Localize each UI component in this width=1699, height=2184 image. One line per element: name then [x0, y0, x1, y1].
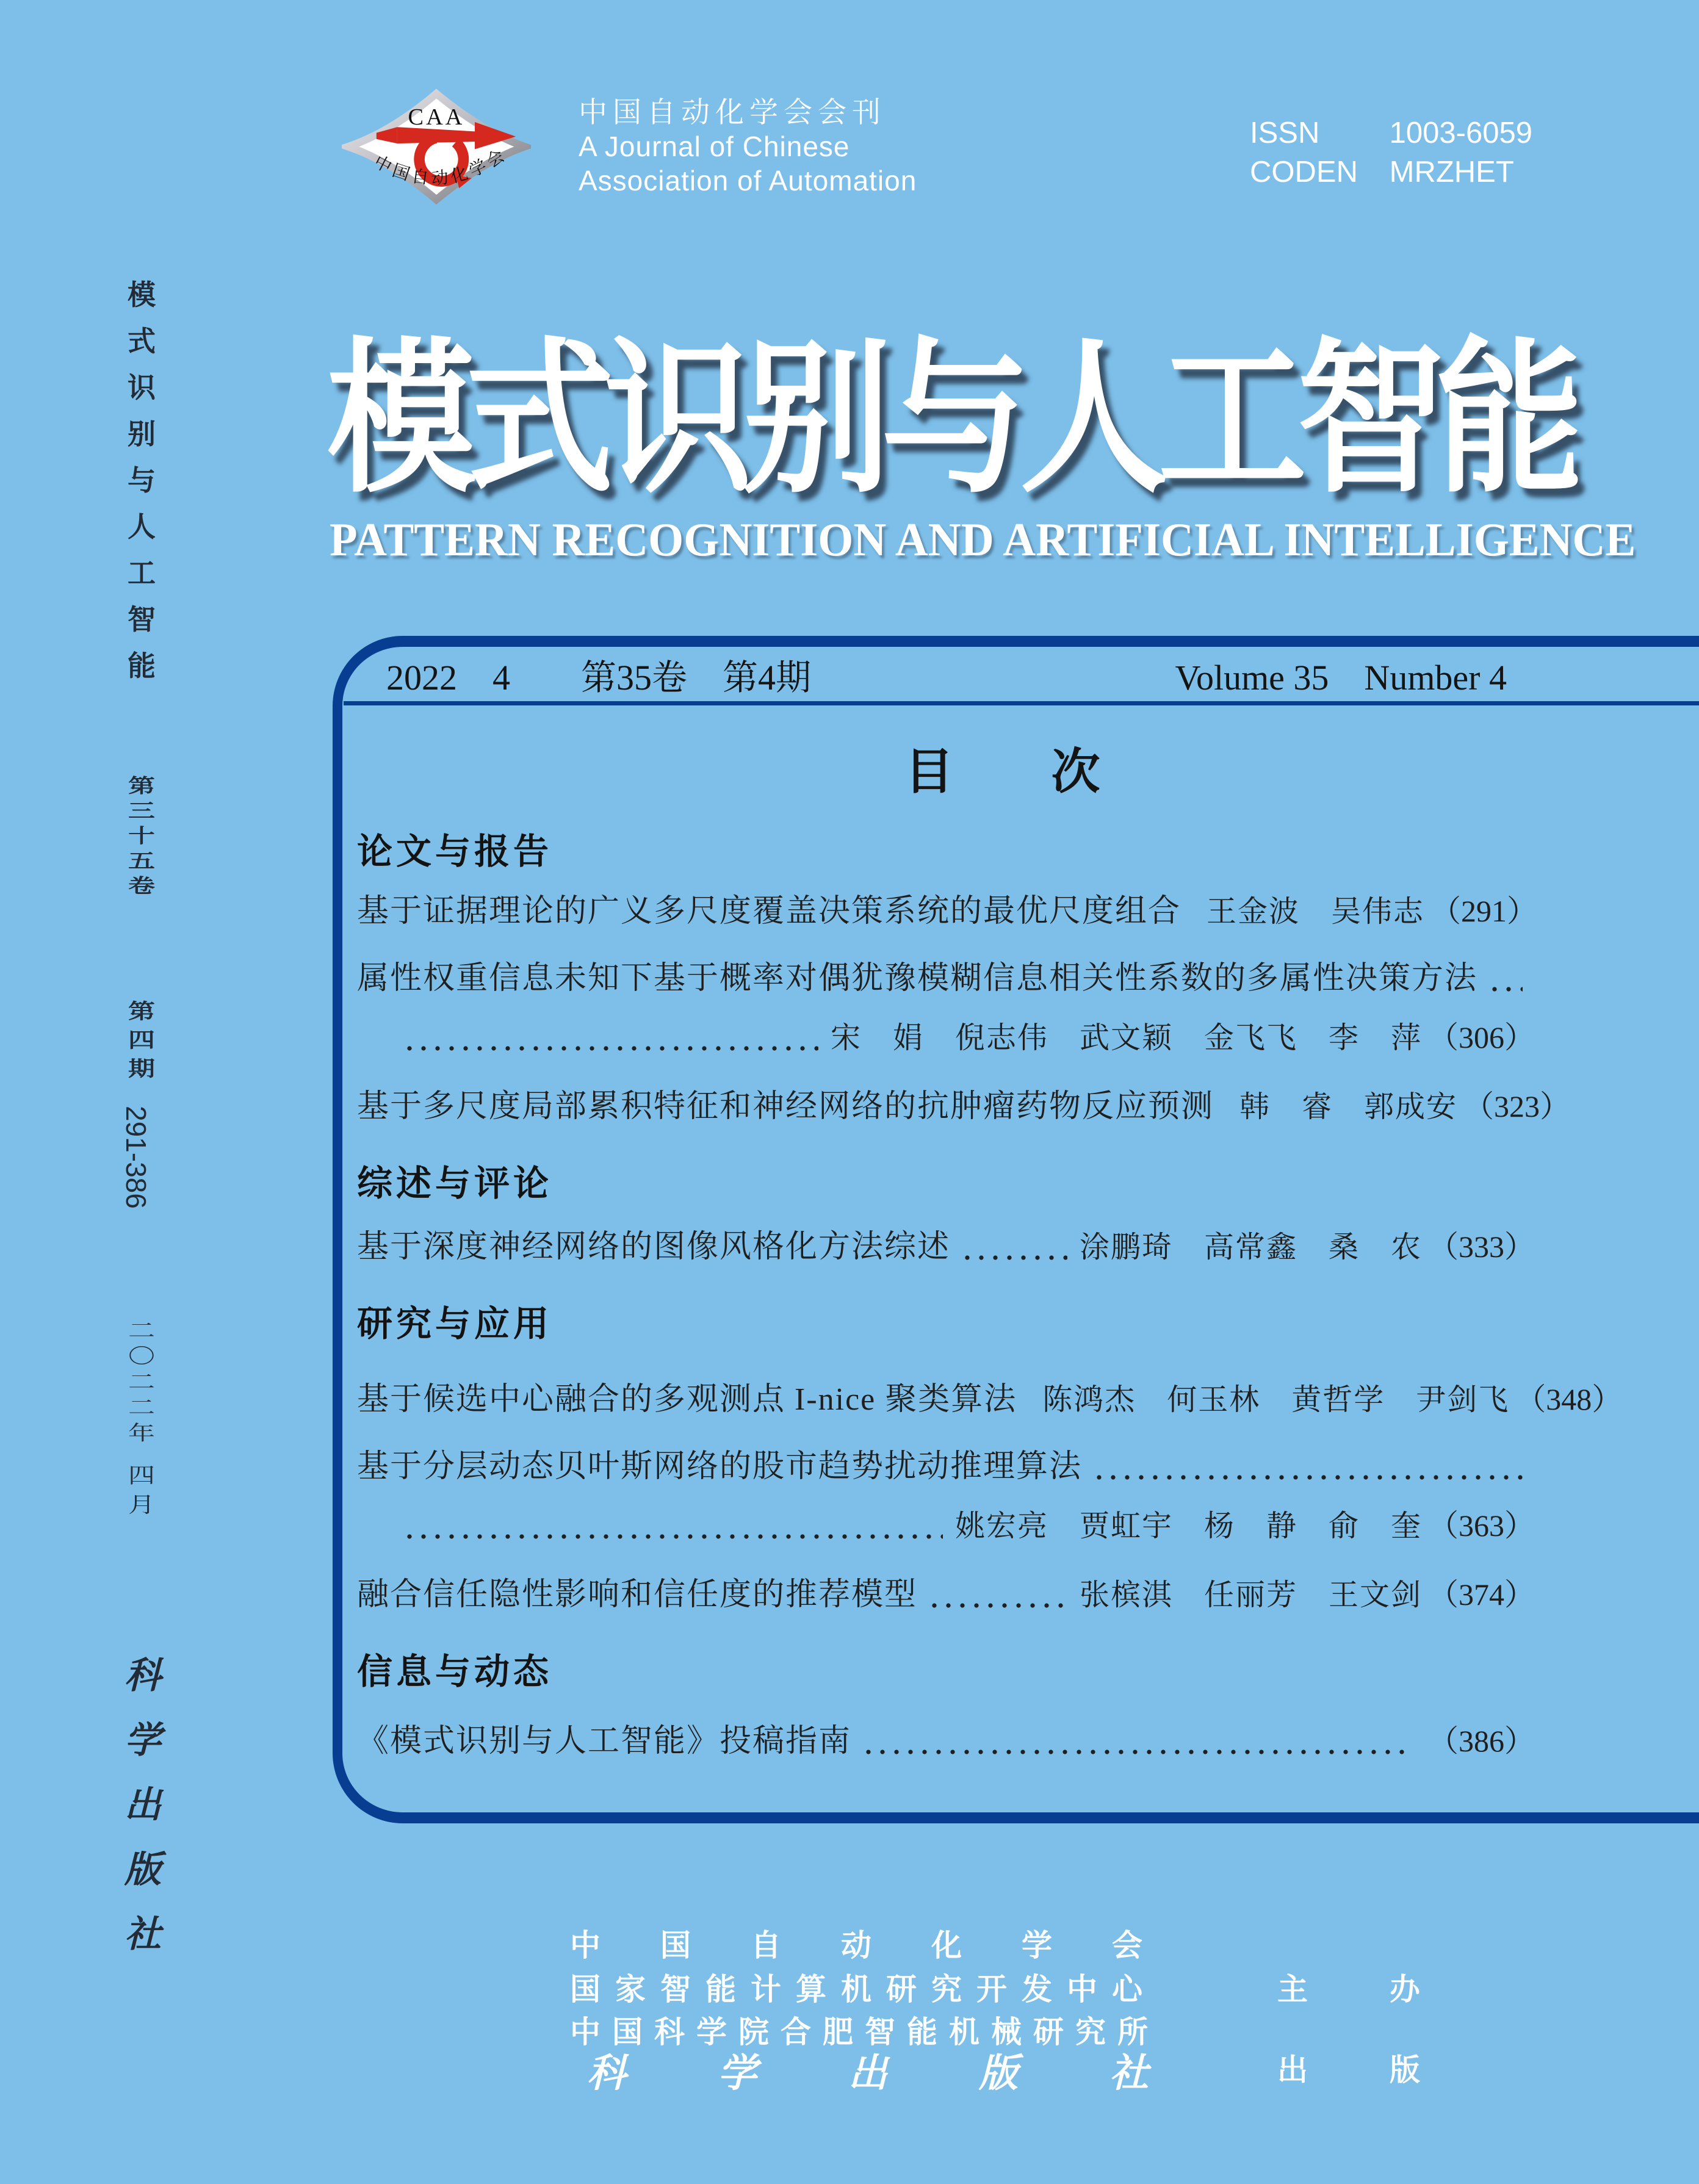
spine-press-calligraphy-char: 科: [124, 1654, 161, 1697]
entry-title: 融合信任隐性影响和信任度的推荐模型: [357, 1577, 918, 1612]
entry-page: （348）: [1515, 1382, 1623, 1416]
issn-block: [1250, 114, 1532, 192]
toc-entry: [357, 1568, 1535, 1614]
logo-arc-text: 中国自动化学会: [371, 143, 511, 189]
issn-label: ISSN: [1250, 117, 1320, 150]
entry-authors: 王金波 吴伟志: [1207, 894, 1425, 929]
entry-title: 基于分层动态贝叶斯网络的股市趋势扰动推理算法: [357, 1449, 1083, 1484]
issue-bar-left: 2022 4 第35卷 第4期: [386, 657, 812, 697]
entry-title: 基于深度神经网络的图像风格化方法综述: [357, 1230, 951, 1264]
toc-section-header: 研究与应用: [357, 1304, 553, 1344]
entry-page: （363）: [1428, 1508, 1535, 1543]
entry-page: （323）: [1463, 1089, 1571, 1123]
entry-page: （306）: [1428, 1020, 1535, 1054]
journal-title-en: PATTERN RECOGNITION AND ARTIFICIAL INTELLIGENCE: [330, 513, 1636, 566]
sponsor-label: 主 办: [1277, 1972, 1446, 2006]
toc-entry: [357, 1373, 1623, 1419]
spine-year-char: 二: [128, 1319, 155, 1342]
entry-authors: 韩 睿 郭成安: [1239, 1089, 1458, 1124]
entry-authors: 张槟淇 任丽芳 王文剑: [1079, 1577, 1422, 1612]
issn-value: 1003-6059: [1389, 117, 1532, 150]
spine-press-calligraphy-char: 版: [124, 1848, 161, 1891]
spine-volume-char: 三: [128, 800, 155, 822]
dot-leader: [406, 1532, 943, 1541]
dot-leader: [931, 1601, 1067, 1610]
entry-page: （291）: [1430, 894, 1538, 928]
entry-title: 基于证据理论的广义多尺度覆盖决策系统的最优尺度组合: [357, 894, 1181, 929]
spine-volume-char: 第: [128, 775, 155, 797]
spine-press-calligraphy-char: 学: [124, 1719, 161, 1762]
spine-title-char: 模: [128, 279, 156, 311]
dot-leader: [406, 1043, 818, 1053]
coden-line: [1250, 153, 1532, 192]
logo-acronym-text: CAA: [408, 104, 465, 131]
spine-title-char: 能: [128, 650, 156, 682]
publisher-line-casia: 中国科学院合肥智能机械研究所: [570, 2015, 1160, 2049]
toc-entry: [357, 1013, 1535, 1057]
issue-bar-right: Volume 35 Number 4: [1175, 657, 1507, 697]
spine-month-char: 四: [128, 1464, 155, 1488]
spine-title-char: 人: [128, 511, 156, 542]
association-block: [579, 95, 917, 198]
issn-line: [1250, 114, 1532, 153]
coden-label: CODEN: [1250, 156, 1358, 189]
entry-title: 《模式识别与人工智能》投稿指南: [357, 1724, 852, 1759]
caa-logo-icon: [342, 85, 531, 215]
journal-title-cn: 模式识别与人工智能: [327, 326, 1575, 512]
spine-title-char: 与: [128, 464, 156, 496]
spine-title-char: 别: [128, 418, 156, 450]
publisher-line-science-press: 科学出版社: [587, 2050, 1240, 2096]
entry-page: （374）: [1428, 1577, 1535, 1612]
toc-entry: [357, 1440, 1535, 1486]
toc-section-header: 论文与报告: [357, 832, 553, 871]
publish-label: 出 版: [1277, 2053, 1446, 2087]
toc-entry: [357, 885, 1538, 931]
dot-leader: [865, 1747, 1410, 1757]
dot-leader: [964, 1253, 1067, 1263]
entry-authors: 陈鸿杰 何玉林 黄哲学 尹剑飞: [1042, 1382, 1510, 1417]
spine-year-char: 年: [128, 1422, 155, 1444]
entry-title: 基于多尺度局部累积特征和神经网络的抗肿瘤药物反应预测: [357, 1089, 1214, 1124]
spine-title-char: 式: [128, 325, 156, 357]
toc-entry: [357, 952, 1535, 998]
caa-logo: [342, 85, 531, 218]
spine-press-calligraphy-char: 社: [124, 1913, 161, 1956]
entry-authors: 姚宏亮 贾虹宇 杨 静 俞 奎: [954, 1508, 1422, 1543]
spine-year-char: 〇: [128, 1345, 155, 1368]
spine-title-char: 工: [128, 557, 156, 589]
association-en-line1: A Journal of Chinese: [579, 131, 850, 162]
toc-entry: [357, 1220, 1535, 1266]
dot-leader: [1491, 984, 1523, 994]
toc-section-header: 综述与评论: [357, 1164, 553, 1203]
spine-title-char: 识: [128, 372, 156, 403]
spine-volume-char: 十: [128, 825, 155, 847]
toc-section-header: 信息与动态: [357, 1652, 553, 1692]
spine-pages-rotated: 291-386: [120, 1106, 152, 1209]
spine-year-char: 二: [128, 1396, 155, 1419]
spine-press-calligraphy-char: 出: [124, 1784, 161, 1826]
spine-issue-char: 期: [128, 1057, 155, 1081]
entry-title: 基于候选中心融合的多观测点 I-nice 聚类算法: [357, 1382, 1017, 1417]
publisher-line-caa: 中国自动化学会: [570, 1928, 1202, 1962]
entry-authors: 宋 娟 倪志伟 武文颖 金飞飞 李 萍: [830, 1020, 1422, 1055]
spine-volume-char: 卷: [128, 875, 155, 897]
entry-title: 属性权重信息未知下基于概率对偶犹豫模糊信息相关性系数的多属性决策方法: [357, 961, 1478, 996]
issue-bar: [344, 647, 1699, 705]
publisher-line-nicrdc: 国家智能计算机研究开发中心: [570, 1972, 1157, 2006]
spine-month-char: 月: [128, 1493, 155, 1518]
toc-entry: [357, 1080, 1571, 1126]
spine-issue-char: 四: [128, 1028, 155, 1052]
dot-leader: [1095, 1472, 1523, 1482]
association-cn: 中国自动化学会会刊: [579, 96, 886, 128]
toc-entry: [357, 1715, 1535, 1761]
toc-entry: [357, 1501, 1535, 1545]
entry-page: （333）: [1428, 1230, 1535, 1264]
spine-title-char: 智: [128, 604, 156, 635]
spine-year-char: 二: [128, 1371, 155, 1393]
association-en-line2: Association of Automation: [579, 165, 917, 196]
coden-value: MRZHET: [1389, 156, 1514, 189]
spine-issue-char: 第: [128, 1000, 155, 1023]
entry-authors: 涂鹏琦 高常鑫 桑 农: [1079, 1230, 1422, 1264]
spine-volume-char: 五: [128, 850, 155, 872]
toc-heading: 目 次: [904, 746, 1125, 799]
entry-page: （386）: [1428, 1724, 1535, 1758]
